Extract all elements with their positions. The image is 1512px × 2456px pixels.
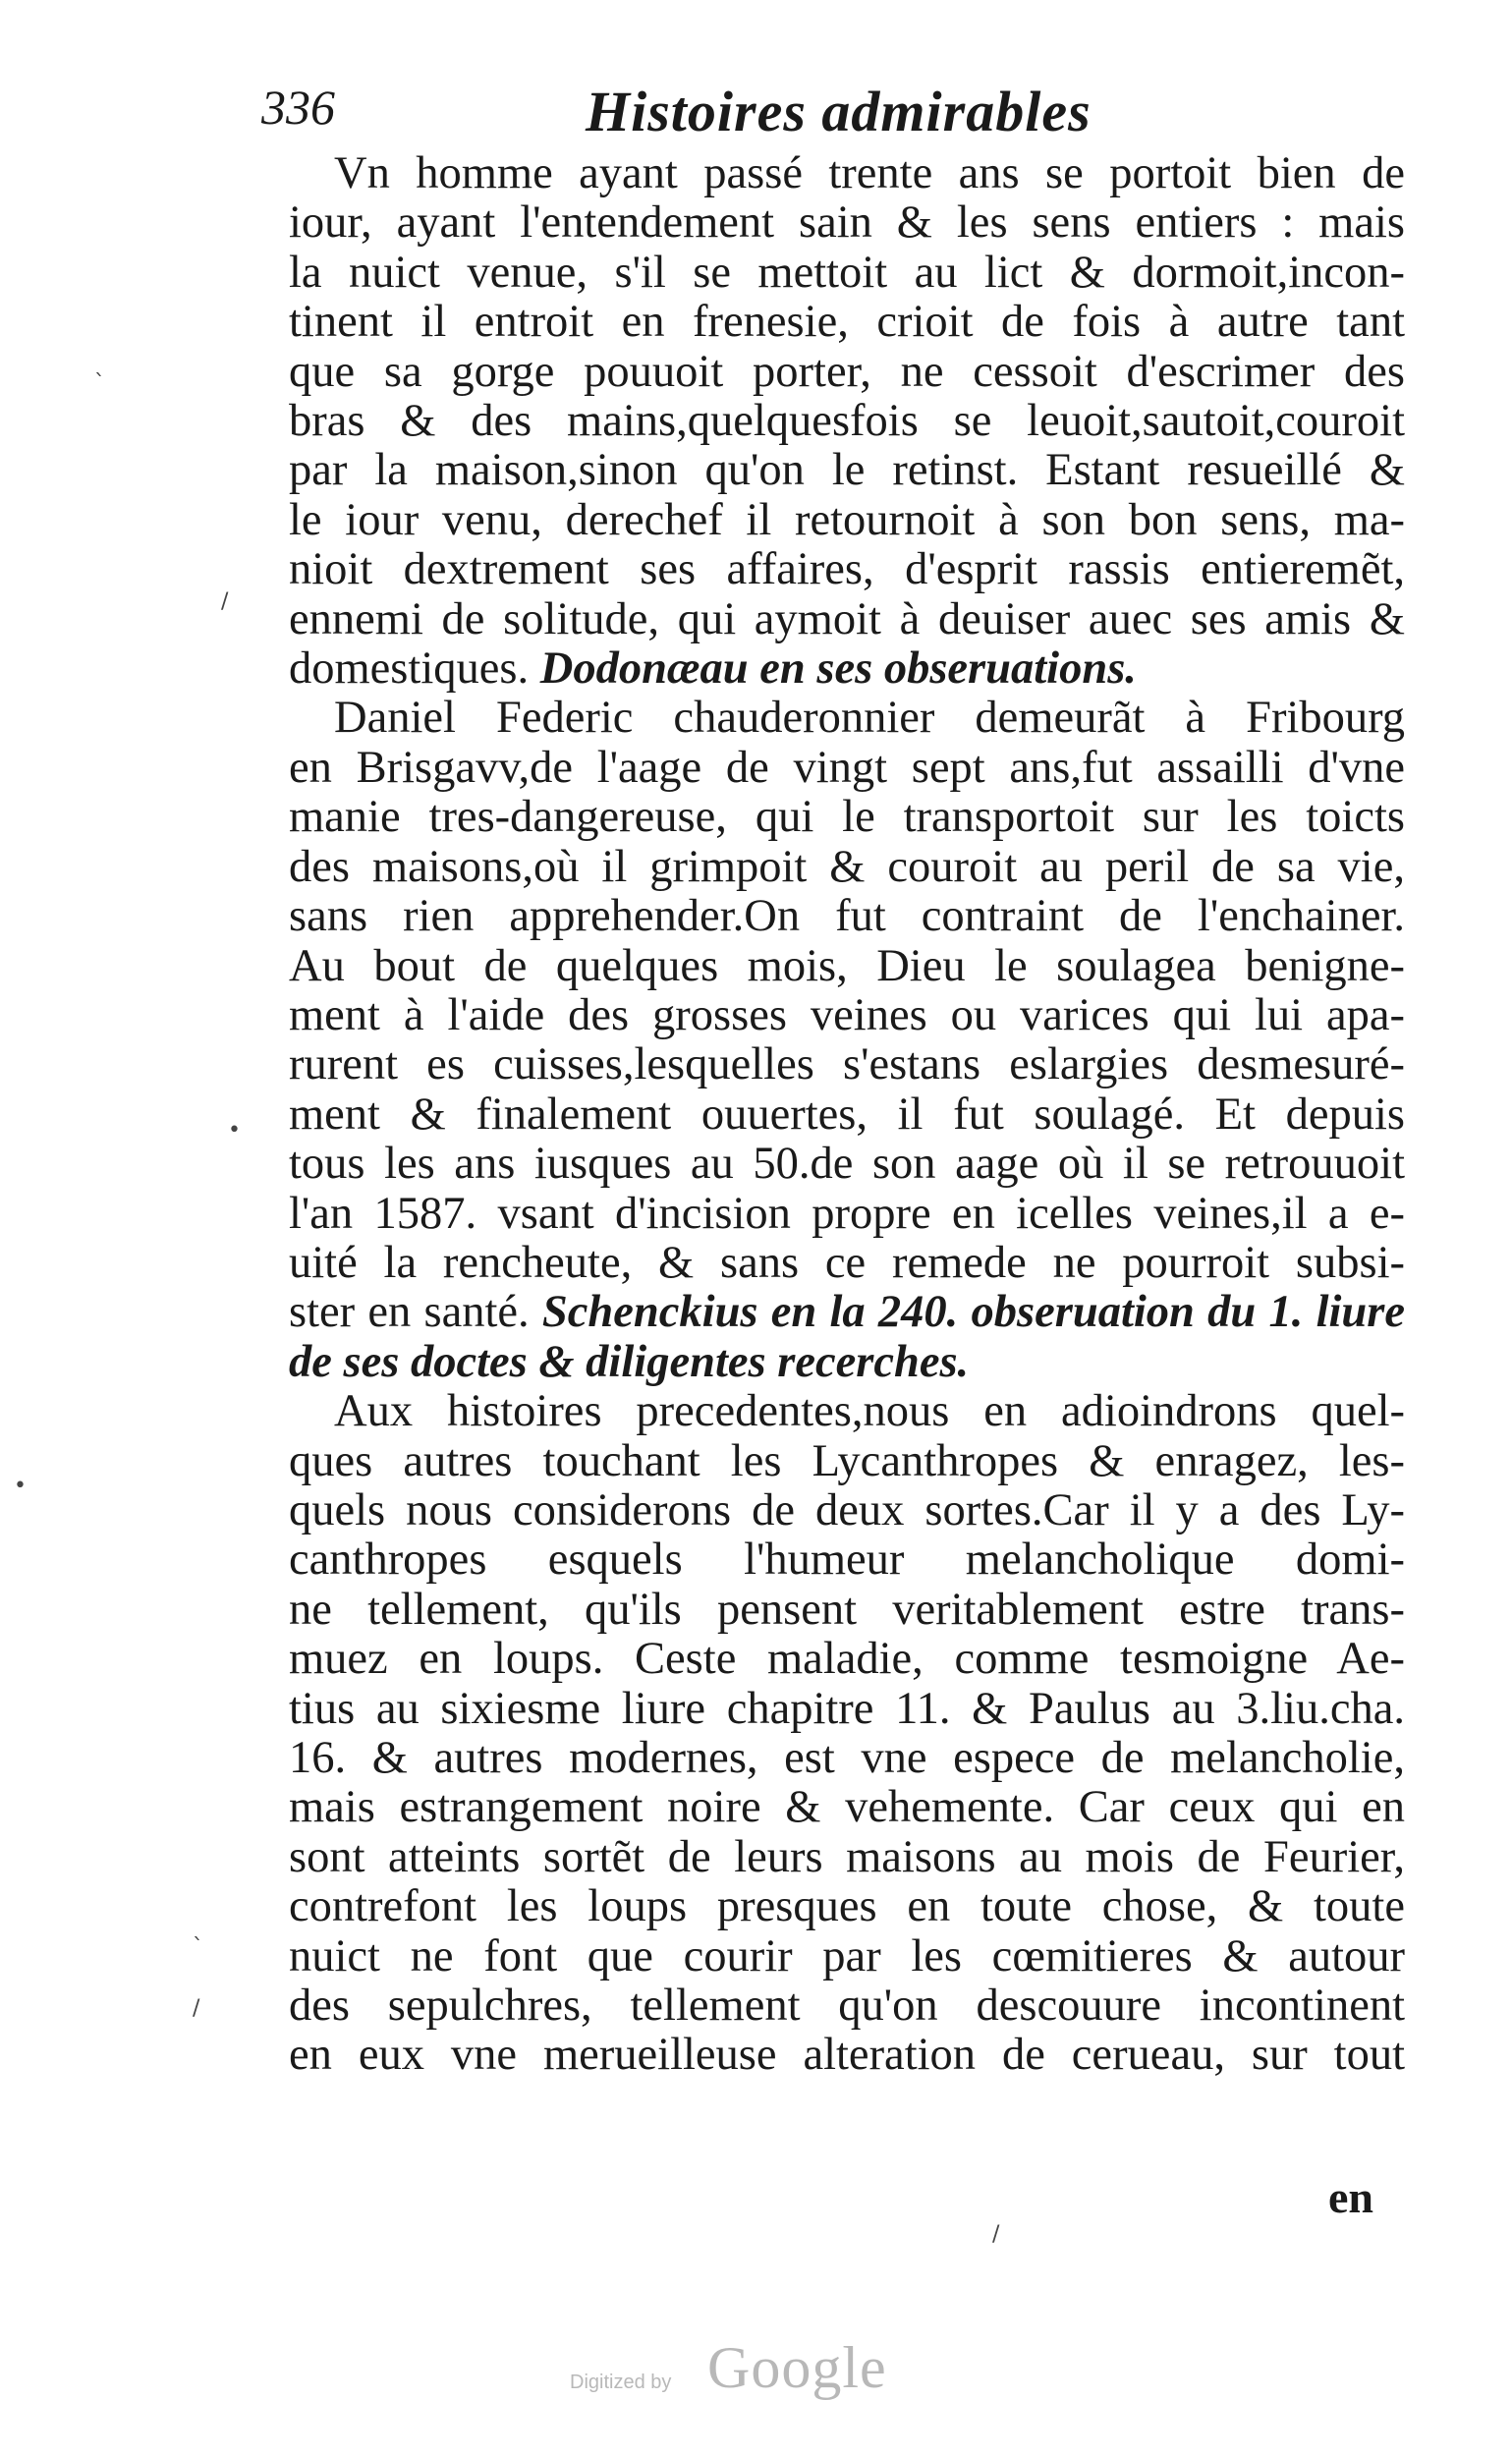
watermark-caption: Digitized by xyxy=(570,2372,672,2393)
text-line: par la maison,sinon qu'on le retinst. Estant resueillé & xyxy=(289,445,1405,496)
body-text xyxy=(289,149,1405,2081)
text-line: ennemi de solitude, qui aymoit à deuiser auec ses amis & xyxy=(289,593,1405,644)
text-line: Aux histoires precedentes,nous en adioindrons quel- xyxy=(334,1386,1405,1437)
scan-mark: / xyxy=(221,589,229,614)
paragraph-1 xyxy=(289,149,1405,694)
source-citation: Schenckius en la 240. obseruation du 1. liure xyxy=(541,1287,1406,1338)
source-citation-continued: de ses doctes & diligentes recerches. xyxy=(289,1336,970,1387)
scan-mark: • xyxy=(14,1474,27,1498)
text-line xyxy=(289,644,1405,694)
text-line: en Brisgavv,de l'aage de vingt sept ans,fut assailli d'vne xyxy=(289,742,1405,793)
scan-mark: / xyxy=(992,2222,1000,2247)
page-number: 336 xyxy=(261,80,335,135)
text-line: tous les ans iusques au 50.de son aage où il se retrouuoit xyxy=(289,1139,1405,1190)
text-line: que sa gorge pouuoit porter, ne cessoit d'escrimer des xyxy=(289,346,1405,397)
text-line: ment à l'aide des grosses veines ou varices qui lui apa- xyxy=(289,989,1405,1040)
text-line: iour, ayant l'entendement sain & les sens entiers : mais xyxy=(289,197,1405,249)
scan-mark: ` xyxy=(94,371,105,396)
text-line: nuict ne font que courir par les cœmitieres & autour xyxy=(289,1930,1405,1982)
page-header xyxy=(261,79,1401,157)
text-line: nioit dextrement ses affaires, d'esprit rassis entieremẽt, xyxy=(289,544,1405,595)
text-line: manie tres-dangereuse, qui le transportoit sur les toicts xyxy=(289,792,1405,843)
text-fragment: ster en santé. xyxy=(289,1287,530,1338)
text-line: contrefont les loups presques en toute chose, & toute xyxy=(289,1881,1405,1932)
text-line: des maisons,où il grimpoit & couroit au peril de sa vie, xyxy=(289,841,1405,892)
text-line: tinent il entroit en frenesie, crioit de fois à autre tant xyxy=(289,297,1405,348)
digitized-watermark xyxy=(570,2334,943,2413)
text-line: Daniel Federic chauderonnier demeurãt à Fribourg xyxy=(334,693,1405,744)
scan-mark: ` xyxy=(193,1935,203,1960)
text-line: la nuict venue, s'il se mettoit au lict & dormoit,incon- xyxy=(289,247,1405,298)
text-line: quels nous considerons de deux sortes.Car il y a des Ly- xyxy=(289,1484,1405,1535)
text-line xyxy=(289,1288,1405,1337)
paragraph-3 xyxy=(289,1387,1405,2081)
text-line: bras & des mains,quelquesfois se leuoit,sautoit,couroit xyxy=(289,396,1405,447)
source-citation: Dodonæau en ses obseruations. xyxy=(539,643,1137,695)
text-line: ment & finalement ouuertes, il fut soulagé. Et depuis xyxy=(289,1088,1405,1140)
running-title: Histoires admirables xyxy=(586,80,1092,143)
text-line: ne tellement, qu'ils pensent veritablement estre trans- xyxy=(289,1584,1405,1635)
text-line: sont atteints sortẽt de leurs maisons au mois de Feurier, xyxy=(289,1831,1405,1882)
paragraph-2 xyxy=(289,694,1405,1387)
scan-mark: • xyxy=(228,1118,241,1143)
text-line: sans rien apprehender.On fut contraint de l'enchainer. xyxy=(289,891,1405,942)
google-logo: Google xyxy=(707,2335,887,2400)
text-line: canthropes esquels l'humeur melancholique domi- xyxy=(289,1535,1405,1586)
text-line: uité la rencheute, & sans ce remede ne pourroit subsi- xyxy=(289,1237,1405,1288)
text-line: rurent es cuisses,lesquelles s'estans eslargies desmesuré- xyxy=(289,1039,1405,1090)
text-line: muez en loups. Ceste maladie, comme tesmoigne Ae- xyxy=(289,1634,1405,1685)
text-line: en eux vne merueilleuse alteration de cerueau, sur tout xyxy=(289,2030,1405,2081)
text-line: Au bout de quelques mois, Dieu le soulagea benigne- xyxy=(289,940,1405,991)
text-line: Vn homme ayant passé trente ans se portoit bien de xyxy=(334,148,1405,198)
text-line: 16. & autres modernes, est vne espece de melancholie, xyxy=(289,1733,1405,1783)
text-line: le iour venu, derechef il retournoit à son bon sens, ma- xyxy=(289,494,1405,545)
text-line: l'an 1587. vsant d'incision propre en icelles veines,il a e- xyxy=(289,1188,1405,1239)
catchword: en xyxy=(1328,2172,1373,2222)
scan-mark: / xyxy=(193,1996,200,2021)
text-line: des sepulchres, tellement qu'on descouure incontinent xyxy=(289,1981,1405,2032)
text-line: ques autres touchant les Lycanthropes & enragez, les- xyxy=(289,1435,1405,1486)
text-line: tius au sixiesme liure chapitre 11. & Paulus au 3.liu.cha. xyxy=(289,1683,1405,1734)
text-line: mais estrangement noire & vehemente. Car ceux qui en xyxy=(289,1782,1405,1833)
text-fragment: domestiques. xyxy=(289,643,530,695)
